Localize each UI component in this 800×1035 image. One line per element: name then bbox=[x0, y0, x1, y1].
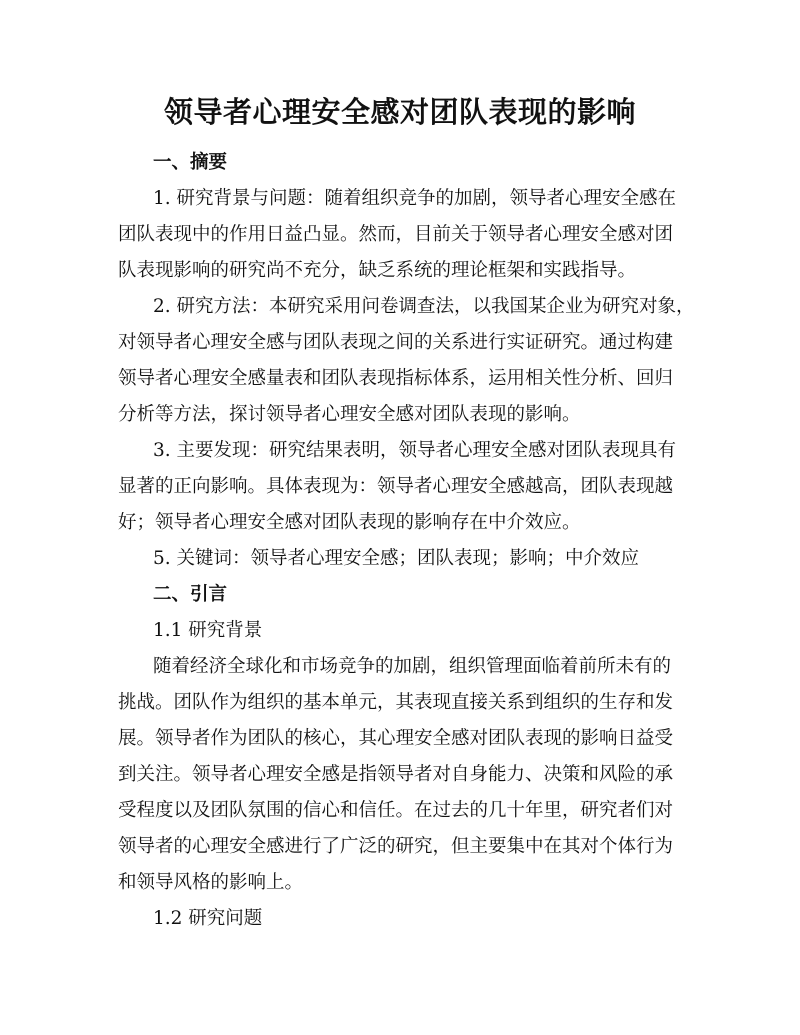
abstract-paragraph-2-line: 分析等方法，探讨领导者心理安全感对团队表现的影响。 bbox=[118, 404, 581, 425]
abstract-paragraph-1-line: 团队表现中的作用日益凸显。然而，目前关于领导者心理安全感对团 bbox=[118, 224, 674, 245]
background-paragraph-line: 随着经济全球化和市场竞争的加剧，组织管理面临着前所未有的 bbox=[153, 656, 672, 677]
section-1-1-heading: 1.1 研究背景 bbox=[153, 620, 263, 641]
abstract-paragraph-2-line: 领导者心理安全感量表和团队表现指标体系，运用相关性分析、回归 bbox=[118, 368, 674, 389]
abstract-paragraph-3-line: 3. 主要发现：研究结果表明，领导者心理安全感对团队表现具有 bbox=[153, 440, 677, 461]
background-paragraph-line: 到关注。领导者心理安全感是指领导者对自身能力、决策和风险的承 bbox=[118, 764, 674, 785]
abstract-paragraph-3-line: 显著的正向影响。具体表现为：领导者心理安全感越高，团队表现越 bbox=[118, 476, 674, 497]
background-paragraph-line: 领导者的心理安全感进行了广泛的研究，但主要集中在其对个体行为 bbox=[118, 836, 674, 857]
abstract-paragraph-2-line: 对领导者心理安全感与团队表现之间的关系进行实证研究。通过构建 bbox=[118, 332, 674, 353]
intro-heading: 二、引言 bbox=[153, 584, 228, 605]
abstract-paragraph-1-line: 队表现影响的研究尚不充分，缺乏系统的理论框架和实践指导。 bbox=[118, 260, 637, 281]
section-1-2-heading: 1.2 研究问题 bbox=[153, 908, 263, 929]
document-title: 领导者心理安全感对团队表现的影响 bbox=[163, 95, 636, 129]
background-paragraph-line: 和领导风格的影响上。 bbox=[118, 872, 304, 893]
abstract-paragraph-2-line: 2. 研究方法：本研究采用问卷调查法，以我国某企业为研究对象， bbox=[153, 296, 695, 317]
abstract-heading: 一、摘要 bbox=[153, 152, 228, 173]
background-paragraph-line: 挑战。团队作为组织的基本单元，其表现直接关系到组织的生存和发 bbox=[118, 692, 674, 713]
abstract-paragraph-1-line: 1. 研究背景与问题：随着组织竞争的加剧，领导者心理安全感在 bbox=[153, 188, 677, 209]
background-paragraph-line: 受程度以及团队氛围的信心和信任。在过去的几十年里，研究者们对 bbox=[118, 800, 674, 821]
background-paragraph-line: 展。领导者作为团队的核心，其心理安全感对团队表现的影响日益受 bbox=[118, 728, 674, 749]
abstract-paragraph-3-line: 好；领导者心理安全感对团队表现的影响存在中介效应。 bbox=[118, 512, 581, 533]
keywords-line: 5. 关键词：领导者心理安全感；团队表现；影响；中介效应 bbox=[153, 548, 640, 569]
